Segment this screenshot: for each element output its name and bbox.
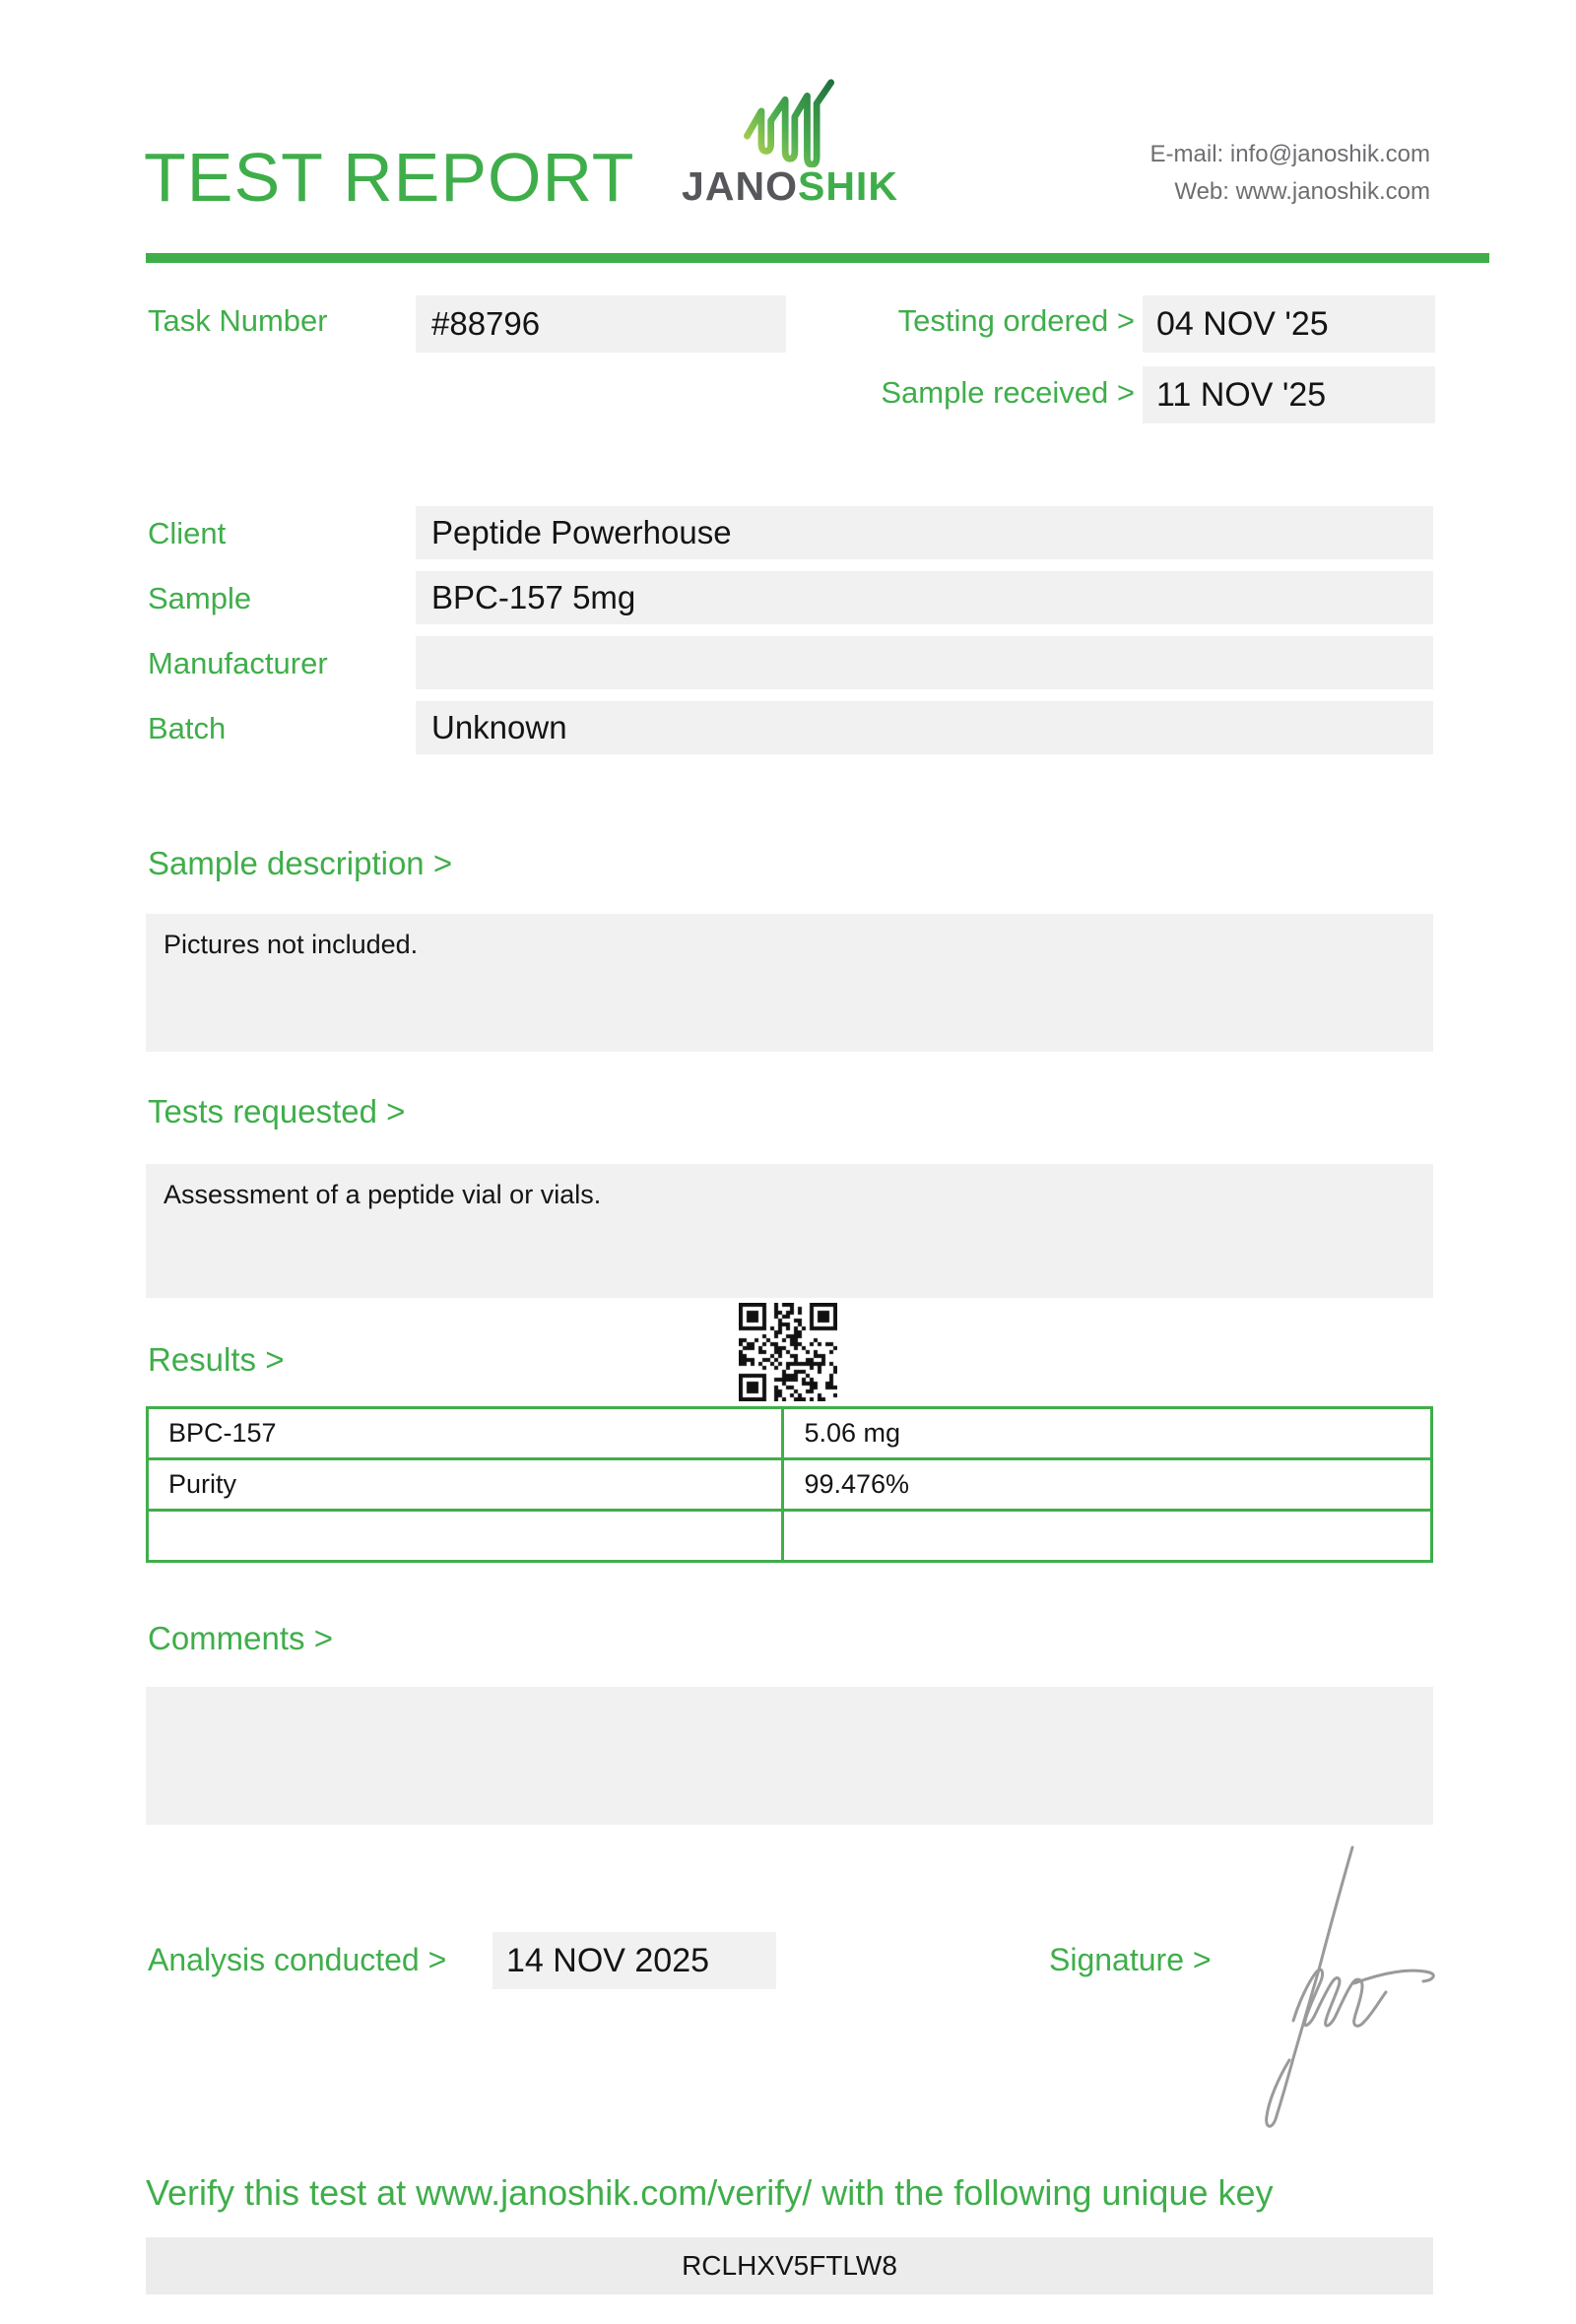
manufacturer-label: Manufacturer: [148, 646, 328, 680]
page-title: TEST REPORT: [144, 139, 635, 216]
sample-label: Sample: [148, 581, 252, 615]
signature-label: Signature >: [1049, 1942, 1212, 1977]
contact-web: Web: www.janoshik.com: [1174, 178, 1430, 205]
verify-text: Verify this test at www.janoshik.com/verify/ with the following unique key: [146, 2172, 1274, 2213]
sample-description-heading: Sample description >: [148, 845, 453, 881]
task-number-label: Task Number: [148, 303, 328, 338]
manufacturer-value: [416, 636, 1433, 689]
batch-value: Unknown: [416, 701, 1433, 754]
contact-block: [1150, 136, 1430, 211]
table-row: [148, 1511, 1432, 1562]
qr-code: [739, 1303, 837, 1401]
header-divider: [146, 253, 1489, 263]
analysis-conducted-label: Analysis conducted >: [148, 1942, 447, 1977]
result-name: Purity: [148, 1459, 783, 1511]
sample-description-box: Pictures not included.: [146, 914, 1433, 1052]
testing-ordered-value: 04 NOV '25: [1143, 295, 1435, 353]
logo-shik: SHIK: [797, 163, 898, 209]
result-name: BPC-157: [148, 1408, 783, 1459]
sample-received-label: Sample received >: [881, 375, 1135, 410]
results-heading: Results >: [148, 1341, 285, 1378]
logo-jano: JANO: [682, 163, 798, 209]
contact-email: E-mail: info@janoshik.com: [1149, 141, 1430, 167]
janoshik-logo-text: [678, 163, 902, 210]
result-value: [783, 1511, 1432, 1562]
result-name: [148, 1511, 783, 1562]
janoshik-logo-icon: [737, 77, 843, 167]
result-value: 99.476%: [783, 1459, 1432, 1511]
table-row: [148, 1408, 1432, 1459]
verify-key: RCLHXV5FTLW8: [146, 2237, 1433, 2294]
signature-image: [1236, 1834, 1463, 2139]
client-value: Peptide Powerhouse: [416, 506, 1433, 559]
comments-box: [146, 1687, 1433, 1825]
sample-received-value: 11 NOV '25: [1143, 366, 1435, 423]
results-table: [146, 1406, 1433, 1563]
tests-requested-box: Assessment of a peptide vial or vials.: [146, 1164, 1433, 1298]
comments-heading: Comments >: [148, 1620, 333, 1656]
analysis-date-value: 14 NOV 2025: [492, 1932, 776, 1989]
client-label: Client: [148, 516, 227, 550]
testing-ordered-label: Testing ordered >: [897, 303, 1135, 338]
sample-value: BPC-157 5mg: [416, 571, 1433, 624]
table-row: [148, 1459, 1432, 1511]
batch-label: Batch: [148, 711, 227, 745]
task-number-value: #88796: [416, 295, 786, 353]
tests-requested-heading: Tests requested >: [148, 1093, 406, 1130]
result-value: 5.06 mg: [783, 1408, 1432, 1459]
